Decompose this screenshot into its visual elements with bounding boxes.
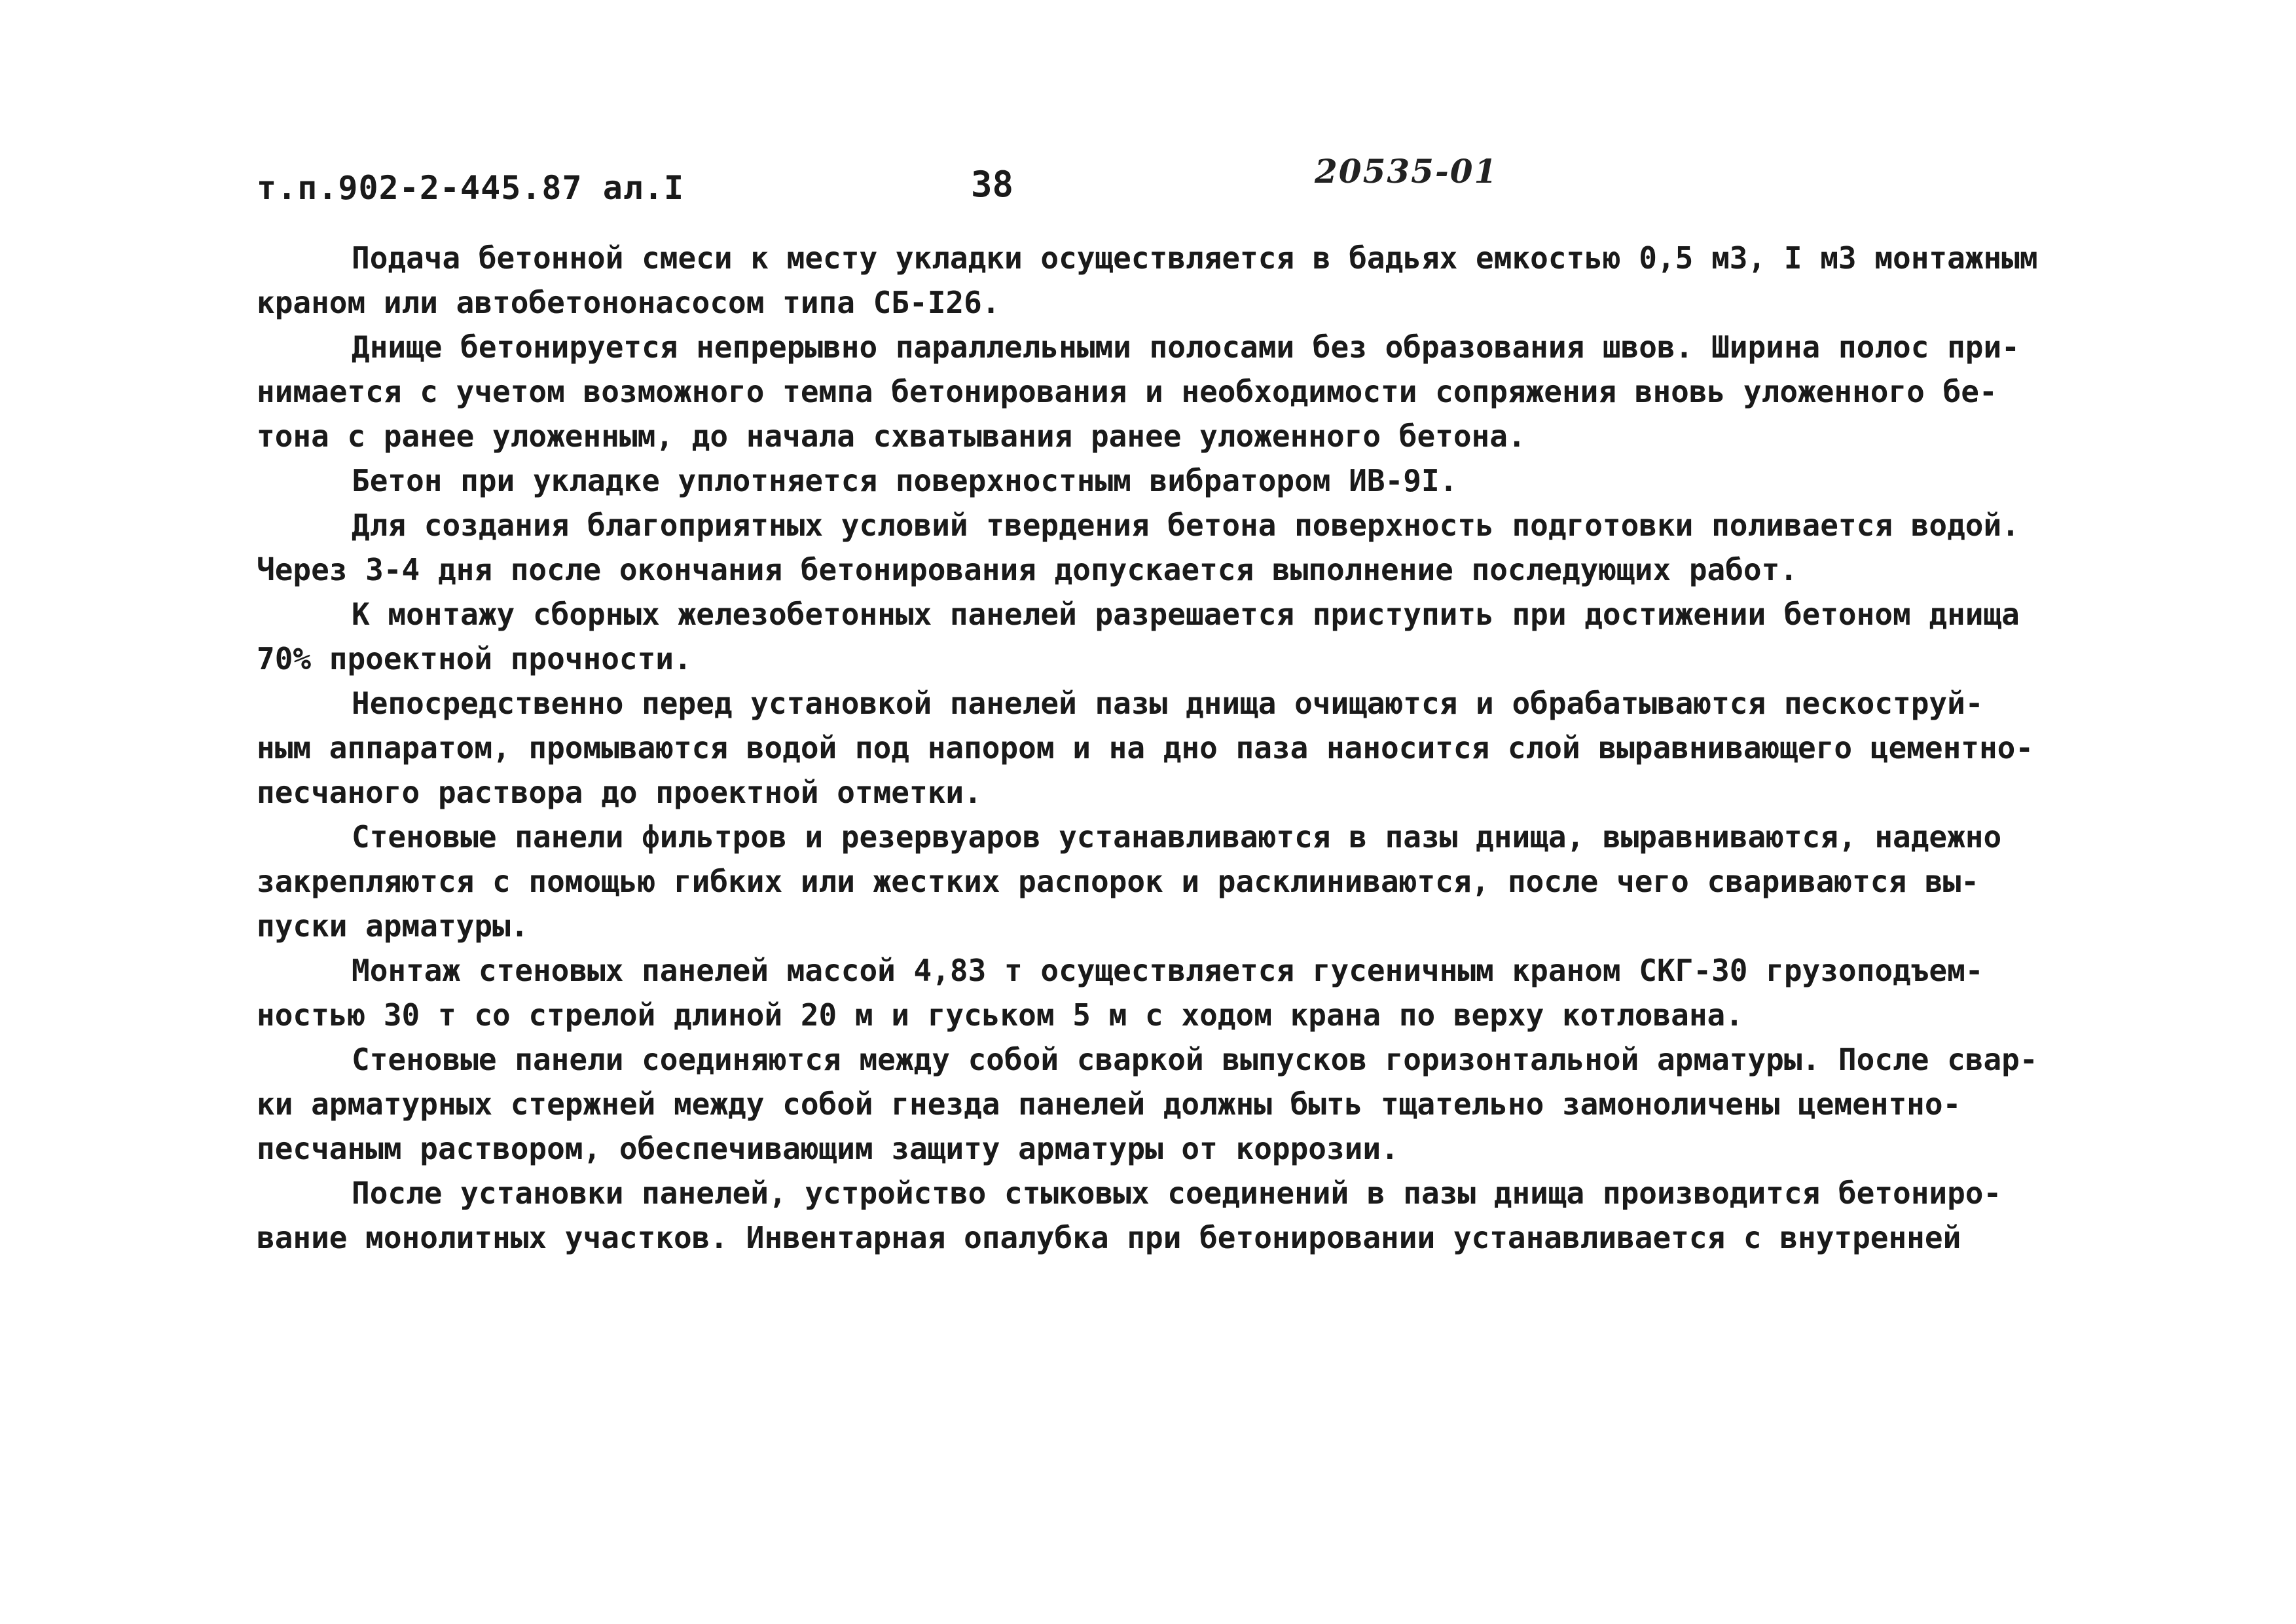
text-line: Через 3-4 дня после окончания бетонирования допускается выполнение последующих работ. bbox=[257, 552, 1798, 587]
document-body bbox=[257, 236, 2050, 1260]
text-line: тона с ранее уложенным, до начала схватывания ранее уложенного бетона. bbox=[257, 418, 1526, 454]
text-line: пуски арматуры. bbox=[257, 908, 529, 944]
text-line: ным аппаратом, промываются водой под напором и на дно паза наносится слой выравнивающего цементно- bbox=[257, 730, 2034, 766]
text-line: нимается с учетом возможного темпа бетонирования и необходимости сопряжения вновь уложенного бе- bbox=[257, 374, 1997, 409]
text-line: Подача бетонной смеси к месту укладки осуществляется в бадьях емкостью 0,5 м3, I м3 монтажным bbox=[352, 240, 2038, 276]
text-line: закрепляются с помощью гибких или жестких распорок и расклиниваются, после чего свариваются вы- bbox=[257, 864, 1979, 899]
text-line: 70% проектной прочности. bbox=[257, 641, 692, 676]
text-line: Днище бетонируется непрерывно параллельными полосами без образования швов. Ширина полос при- bbox=[352, 329, 2020, 365]
text-line: вание монолитных участков. Инвентарная опалубка при бетонировании устанавливается с внутренней bbox=[257, 1220, 1961, 1255]
text-line: песчаного раствора до проектной отметки. bbox=[257, 775, 982, 810]
text-line: К монтажу сборных железобетонных панелей разрешается приступить при достижении бетоном днища bbox=[352, 597, 2020, 632]
text-line: После установки панелей, устройство стыковых соединений в пазы днища производится бетониро- bbox=[352, 1175, 2002, 1211]
text-line: Бетон при укладке уплотняется поверхностным вибратором ИВ-9I. bbox=[352, 463, 1458, 498]
text-line: Стеновые панели соединяются между собой сваркой выпусков горизонтальной арматуры. После свар- bbox=[352, 1042, 2038, 1077]
page-number: 38 bbox=[971, 164, 1014, 205]
text-line: ностью 30 т со стрелой длиной 20 м и гуськом 5 м с ходом крана по верху котлована. bbox=[257, 997, 1743, 1033]
page-header bbox=[0, 0, 2296, 210]
text-line: Непосредственно перед установкой панелей пазы днища очищаются и обрабатываются пескоструй- bbox=[352, 686, 1984, 721]
handwritten-inventory-number: 20535-01 bbox=[1315, 152, 1499, 191]
text-line: ки арматурных стержней между собой гнезда панелей должны быть тщательно замоноличены цементно- bbox=[257, 1086, 1961, 1122]
text-line: Монтаж стеновых панелей массой 4,83 т осуществляется гусеничным краном СКГ-30 грузоподъем- bbox=[352, 953, 1984, 988]
document-code: т.п.902-2-445.87 ал.I bbox=[257, 169, 685, 207]
text-line: Стеновые панели фильтров и резервуаров устанавливаются в пазы днища, выравниваются, надежно bbox=[352, 819, 2002, 855]
text-line: Для создания благоприятных условий твердения бетона поверхность подготовки поливается водой. bbox=[352, 507, 2020, 543]
text-line: краном или автобетононасосом типа СБ-I26. bbox=[257, 285, 1000, 320]
text-line: песчаным раствором, обеспечивающим защиту арматуры от коррозии. bbox=[257, 1131, 1399, 1166]
